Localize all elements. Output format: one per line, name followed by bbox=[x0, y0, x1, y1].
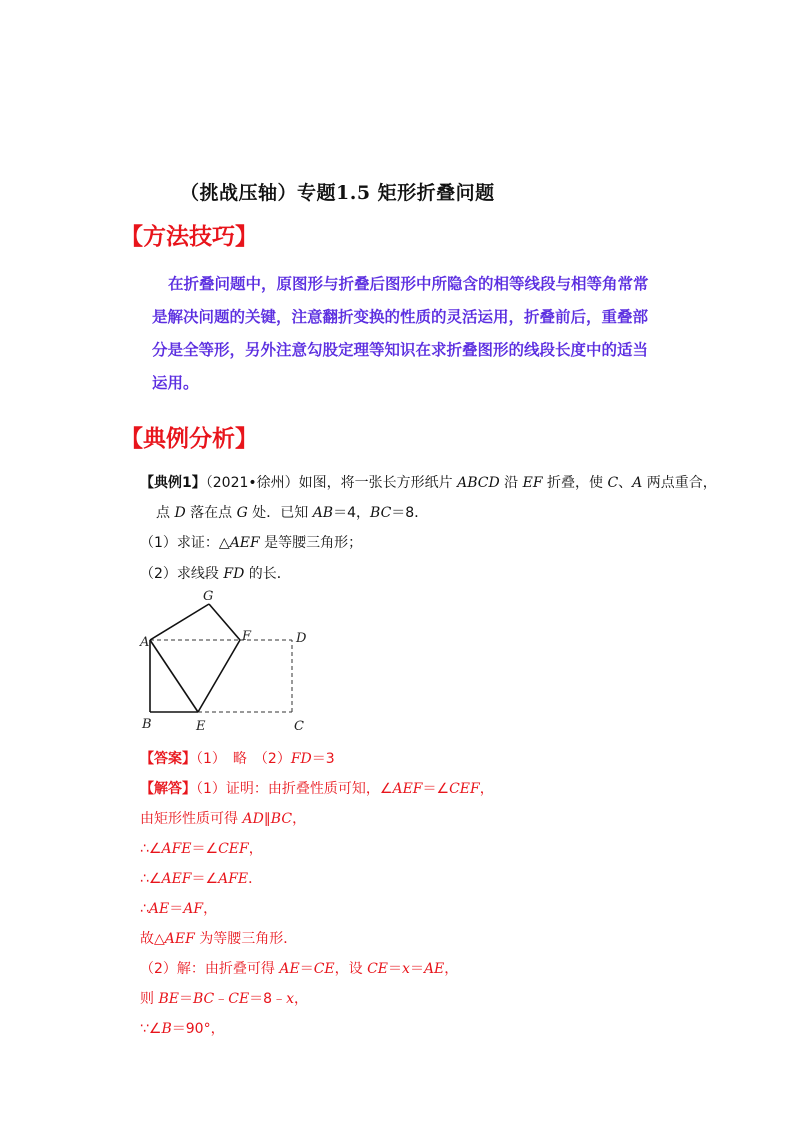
answer-tag: 【答案】 bbox=[140, 751, 196, 767]
example-line-1 bbox=[140, 472, 717, 492]
solution-line-9 bbox=[140, 1018, 225, 1038]
text-run: ∴∠ bbox=[140, 871, 162, 887]
solution-line-2 bbox=[140, 808, 306, 828]
text-run: ． bbox=[248, 871, 263, 887]
solution-line-4 bbox=[140, 868, 262, 888]
text-run: ＝∠ bbox=[191, 871, 219, 887]
text-run: ， bbox=[444, 961, 459, 977]
text-run: （2021•徐州）如图，将一张长方形纸片 bbox=[205, 475, 458, 491]
math-var: AEF bbox=[392, 781, 423, 797]
math-var: CE bbox=[367, 961, 389, 977]
math-var: AE bbox=[148, 901, 170, 917]
text-run: ， bbox=[203, 901, 218, 917]
math-var: CEF bbox=[449, 781, 480, 797]
label-G: G bbox=[203, 589, 214, 604]
text-run: ＝∠ bbox=[422, 781, 450, 797]
text-run: ＝ bbox=[169, 901, 184, 917]
text-run: ∵∠ bbox=[140, 1021, 162, 1037]
text-run: 则 bbox=[140, 991, 159, 1007]
text-run: ＝ bbox=[178, 991, 193, 1007]
example-line-2 bbox=[156, 502, 428, 522]
text-run: ＝8． bbox=[391, 505, 429, 521]
answer-line bbox=[140, 748, 335, 768]
text-run: ， bbox=[292, 811, 307, 827]
text-run: ∥ bbox=[263, 811, 271, 827]
label-B: B bbox=[142, 717, 152, 732]
math-var: G bbox=[236, 505, 248, 521]
math-var: FD bbox=[290, 751, 312, 767]
solution-line-3 bbox=[140, 838, 263, 858]
method-paragraph bbox=[152, 268, 692, 400]
text-run: 由矩形性质可得 bbox=[140, 811, 243, 827]
text-run: ， bbox=[294, 991, 308, 1007]
math-var: CE bbox=[313, 961, 335, 977]
math-var: BC bbox=[270, 811, 293, 827]
page-title: （挑战压轴）专题1.5 矩形折叠问题 bbox=[180, 182, 495, 204]
solution-line-6 bbox=[140, 928, 297, 948]
text-run: ， bbox=[479, 781, 494, 797]
text-run: （2）解：由折叠可得 bbox=[140, 961, 280, 977]
math-var: B bbox=[161, 1021, 172, 1037]
label-A: A bbox=[140, 635, 150, 650]
math-var: AE bbox=[423, 961, 445, 977]
solution-line-1 bbox=[140, 778, 494, 798]
math-var: EF bbox=[522, 475, 543, 491]
text-run: ﹣ bbox=[214, 991, 229, 1007]
text-run: ＝4， bbox=[333, 505, 371, 521]
example-tag: 【典例1】 bbox=[140, 475, 206, 491]
label-C: C bbox=[294, 719, 304, 734]
text-run: 是等腰三角形； bbox=[259, 535, 363, 551]
question-1 bbox=[140, 532, 362, 552]
segment-GF bbox=[209, 604, 240, 640]
text-run: ＝ bbox=[388, 961, 403, 977]
text-run: ＝8﹣ bbox=[249, 991, 287, 1007]
math-var: AF bbox=[183, 901, 204, 917]
math-var: AFE bbox=[161, 841, 192, 857]
math-var: A bbox=[632, 475, 643, 491]
method-line: 在折叠问题中，原图形与折叠后图形中所隐含的相等线段与相等角常常 bbox=[168, 275, 649, 293]
folding-rectangle-figure bbox=[130, 580, 330, 740]
text-run: ，设 bbox=[334, 961, 368, 977]
math-var: BC bbox=[192, 991, 215, 1007]
text-run: ∴∠ bbox=[140, 841, 162, 857]
text-run: （1）证明：由折叠性质可知，∠ bbox=[196, 781, 393, 797]
math-var: BE bbox=[158, 991, 179, 1007]
label-E: E bbox=[196, 719, 206, 734]
math-var: AEF bbox=[164, 931, 195, 947]
text-run: 折叠，使 bbox=[542, 475, 608, 491]
text-run: ＝90°， bbox=[171, 1021, 225, 1037]
segment-EF bbox=[198, 640, 240, 712]
text-run: ＝3 bbox=[311, 751, 335, 767]
text-run: 沿 bbox=[499, 475, 523, 491]
text-run: 的长． bbox=[244, 566, 291, 582]
text-run: 为等腰三角形． bbox=[194, 931, 298, 947]
segment-AE bbox=[150, 640, 198, 712]
math-var: x bbox=[286, 991, 294, 1007]
math-var: AEF bbox=[229, 535, 260, 551]
math-var: D bbox=[174, 505, 186, 521]
label-F: F bbox=[242, 629, 252, 644]
text-run: ＝∠ bbox=[191, 841, 219, 857]
text-run: （2）求线段 bbox=[140, 566, 224, 582]
solution-line-5 bbox=[140, 898, 217, 918]
text-run: 点 bbox=[156, 505, 175, 521]
math-var: AB bbox=[312, 505, 334, 521]
text-run: 落在点 bbox=[185, 505, 237, 521]
math-var: AE bbox=[279, 961, 300, 977]
text-run: 两点重合， bbox=[642, 475, 717, 491]
text-run: 故△ bbox=[140, 931, 165, 947]
segment-AG bbox=[150, 604, 209, 640]
solution-line-8 bbox=[140, 988, 308, 1008]
text-run: ＝ bbox=[409, 961, 424, 977]
text-run: ， bbox=[248, 841, 263, 857]
method-line: 运用。 bbox=[152, 374, 199, 392]
text-run: ＝ bbox=[299, 961, 314, 977]
section-heading-method: 【方法技巧】 bbox=[120, 224, 258, 250]
math-var: x bbox=[402, 961, 410, 977]
math-var: AEF bbox=[161, 871, 192, 887]
math-var: BC bbox=[370, 505, 392, 521]
math-var: AD bbox=[242, 811, 264, 827]
text-run: 、 bbox=[618, 475, 633, 491]
method-line: 分是全等形，另外注意勾股定理等知识在求折叠图形的线段长度中的适当 bbox=[152, 341, 649, 359]
math-var: CEF bbox=[218, 841, 249, 857]
method-line: 是解决问题的关键，注意翻折变换的性质的灵活运用，折叠前后，重叠部 bbox=[152, 308, 649, 326]
text-run: ∴ bbox=[140, 901, 149, 917]
text-run: （1）求证：△ bbox=[140, 535, 230, 551]
math-var: CE bbox=[228, 991, 250, 1007]
solution-line-7 bbox=[140, 958, 458, 978]
math-var: AFE bbox=[218, 871, 249, 887]
solution-tag: 【解答】 bbox=[140, 781, 196, 797]
math-var: FD bbox=[223, 566, 245, 582]
label-D: D bbox=[296, 631, 307, 646]
math-var: C bbox=[607, 475, 619, 491]
text-run: 处．已知 bbox=[247, 505, 313, 521]
math-var: ABCD bbox=[457, 475, 500, 491]
text-run: （1） 略 （2） bbox=[196, 751, 291, 767]
section-heading-examples: 【典例分析】 bbox=[120, 426, 258, 452]
